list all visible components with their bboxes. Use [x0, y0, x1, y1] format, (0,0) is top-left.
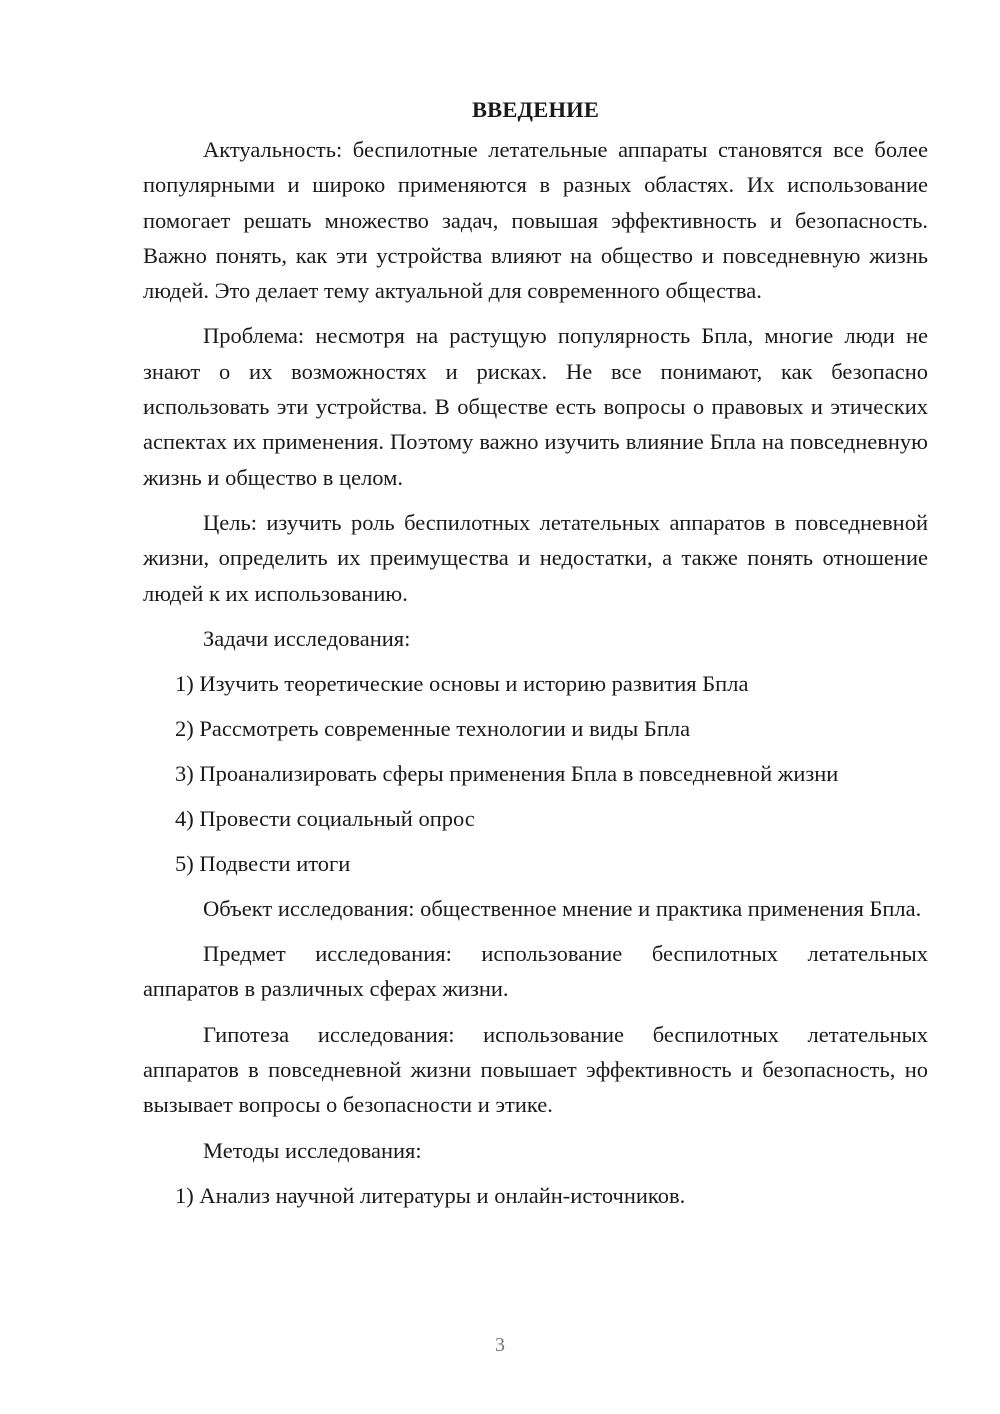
task-item: 5) Подвести итоги — [175, 850, 351, 876]
document-page — [143, 92, 928, 1223]
task-item: 2) Рассмотреть современные технологии и виды Бпла — [175, 715, 691, 741]
task-item: 1) Изучить теоретические основы и историю развития Бпла — [175, 670, 749, 696]
task-item: 4) Провести социальный опрос — [175, 805, 475, 831]
object-paragraph: Объект исследования: общественное мнение и практика применения Бпла. — [203, 895, 922, 921]
page-number: 3 — [495, 1334, 505, 1356]
goal-paragraph: Цель: изучить роль беспилотных летательных аппаратов в повседневной жизни, определить их преимущества и недостатки, а также понять отношение людей к их использованию. — [143, 509, 928, 606]
methods-heading: Методы исследования: — [203, 1137, 422, 1163]
hypothesis-paragraph: Гипотеза исследования: использование беспилотных летательных аппаратов в повседневной жизни повышает эффективность и безопасность, но вызывает вопросы о безопасности и этике. — [143, 1021, 928, 1118]
section-title: ВВЕДЕНИЕ — [471, 97, 600, 122]
tasks-heading: Задачи исследования: — [203, 625, 411, 651]
task-item: 3) Проанализировать сферы применения Бпла в повседневной жизни — [175, 760, 839, 786]
relevance-paragraph: Актуальность: беспилотные летательные аппараты становятся все более популярными и широко применяются в разных областях. Их использование помогает решать множество задач, повышая эффективность и безопасность. Важно понять, как эти устройства влияют на общество и повседневную жизнь людей. Это делает тему актуальной для современного общества. — [143, 137, 928, 304]
method-item: 1) Анализ научной литературы и онлайн-источников. — [175, 1182, 686, 1208]
subject-paragraph: Предмет исследования: использование беспилотных летательных аппаратов в различных сферах жизни. — [143, 941, 928, 1002]
problem-paragraph: Проблема: несмотря на растущую популярность Бпла, многие люди не знают о их возможностях и рисках. Не все понимают, как безопасно использовать эти устройства. В обществе есть вопросы о правовых и этических аспектах их применения. Поэтому важно изучить влияние Бпла на повседневную жизнь и общество в целом. — [143, 323, 928, 490]
